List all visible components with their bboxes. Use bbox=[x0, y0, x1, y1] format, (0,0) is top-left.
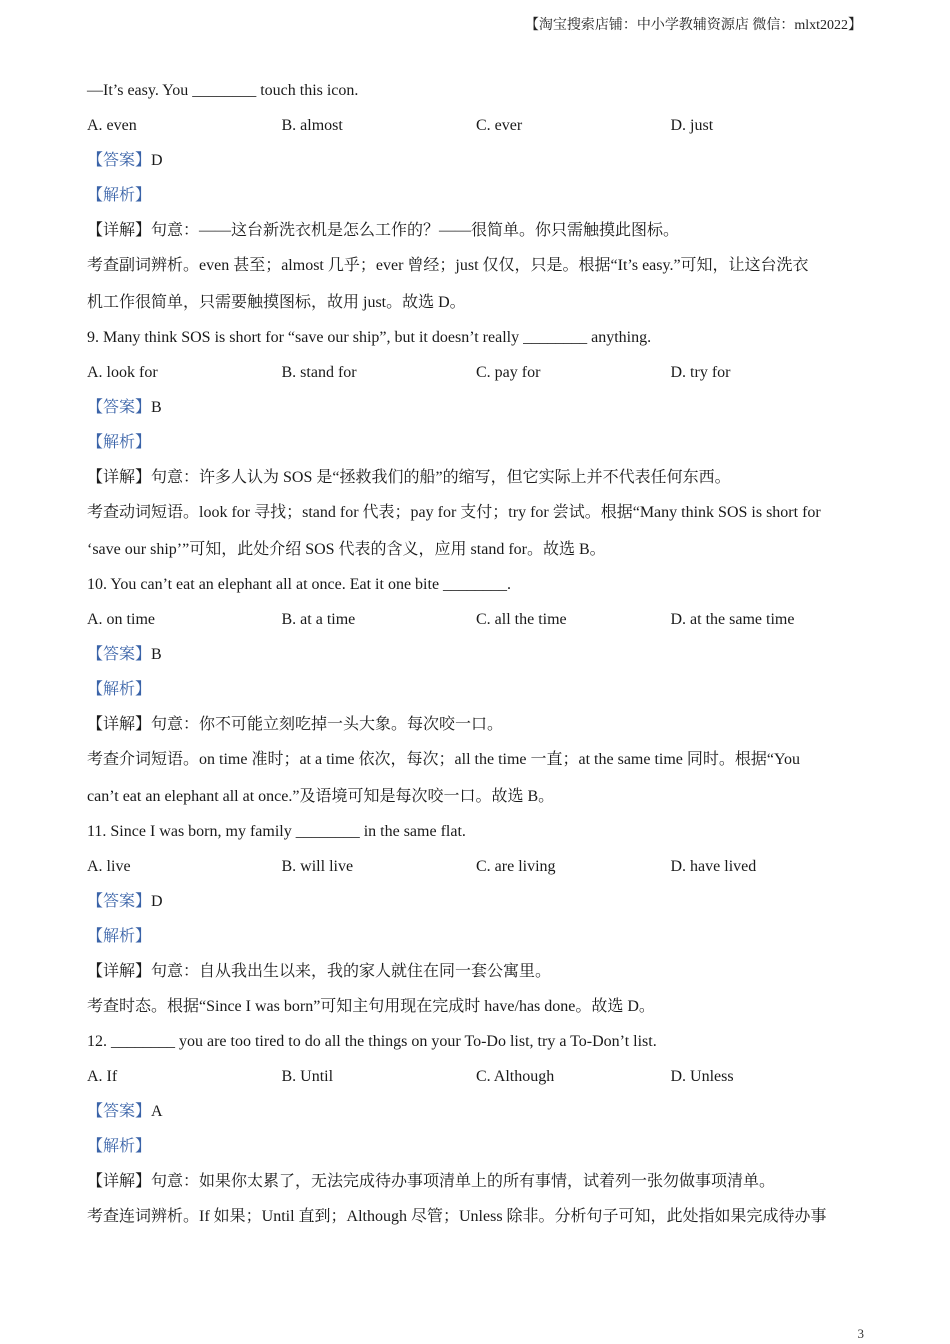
option-d: D. just bbox=[670, 117, 714, 134]
analysis-tag: 【解析】 bbox=[87, 1138, 152, 1155]
detail-text: 句意：自从我出生以来，我的家人就住在同一套公寓里。 bbox=[151, 963, 552, 980]
option-a: A. on time bbox=[87, 611, 155, 628]
answer-tag: 【答案】 bbox=[87, 893, 152, 910]
question-11-explanation-1: 考查时态。根据“Since I was born”可知主句用现在完成时 have/has done。故选 D。 bbox=[87, 998, 655, 1015]
analysis-tag: 【解析】 bbox=[87, 187, 152, 204]
detail-text: 句意：许多人认为 SOS 是“拯救我们的船”的缩写，但它实际上并不代表任何东西。 bbox=[151, 469, 731, 486]
answer-value: B bbox=[151, 646, 162, 663]
question-12-options bbox=[87, 1064, 867, 1099]
option-b: B. almost bbox=[281, 117, 343, 134]
answer-value: A bbox=[151, 1103, 163, 1120]
option-a: A. live bbox=[87, 858, 131, 875]
option-d: D. try for bbox=[670, 364, 731, 381]
page-content bbox=[87, 78, 867, 1239]
question-9-answer bbox=[87, 395, 867, 430]
answer-tag: 【答案】 bbox=[87, 646, 152, 663]
question-11-answer bbox=[87, 889, 867, 924]
analysis-tag: 【解析】 bbox=[87, 681, 152, 698]
option-b: B. will live bbox=[281, 858, 354, 875]
answer-tag: 【答案】 bbox=[87, 152, 152, 169]
analysis-tag: 【解析】 bbox=[87, 434, 152, 451]
question-10-stem: 10. You can’t eat an elephant all at once. Eat it one bite ________. bbox=[87, 576, 512, 593]
option-c: C. pay for bbox=[476, 364, 541, 381]
option-b: B. at a time bbox=[281, 611, 356, 628]
question-12-answer bbox=[87, 1099, 867, 1134]
option-b: B. Until bbox=[281, 1068, 334, 1085]
question-9-explanation-1: 考查动词短语。look for 寻找；stand for 代表；pay for 支付；try for 尝试。根据“Many think SOS is short for bbox=[87, 504, 821, 521]
page-header: 【淘宝搜索店铺：中小学教辅资源店 微信：mlxt2022】 bbox=[524, 18, 862, 33]
question-12-analysis bbox=[87, 1134, 867, 1169]
question-8-stem: —It’s easy. You ________ touch this icon. bbox=[87, 82, 359, 99]
question-8-explanation-2: 机工作很简单，只需要触摸图标，故用 just。故选 D。 bbox=[87, 294, 466, 311]
question-10-options bbox=[87, 607, 867, 642]
question-12-stem: 12. ________ you are too tired to do all the things on your To-Do list, try a To-Don’t list. bbox=[87, 1033, 657, 1050]
question-12-explanation-1: 考查连词辨析。If 如果；Until 直到；Although 尽管；Unless 除非。分析句子可知，此处指如果完成待办事 bbox=[87, 1208, 827, 1225]
detail-text: 句意：你不可能立刻吃掉一头大象。每次咬一口。 bbox=[151, 716, 504, 733]
question-10-analysis bbox=[87, 677, 867, 712]
option-d: D. at the same time bbox=[670, 611, 795, 628]
question-10-detail bbox=[87, 712, 867, 747]
question-11-options bbox=[87, 854, 867, 889]
question-11-stem: 11. Since I was born, my family ________ in the same flat. bbox=[87, 823, 466, 840]
detail-tag: 【详解】 bbox=[87, 1173, 152, 1190]
option-d: D. have lived bbox=[670, 858, 757, 875]
detail-text: 句意：——这台新洗衣机是怎么工作的？——很简单。你只需触摸此图标。 bbox=[151, 222, 680, 239]
question-12-detail bbox=[87, 1169, 867, 1204]
question-10-answer bbox=[87, 642, 867, 677]
question-10-explanation-2: can’t eat an elephant all at once.”及语境可知是每次咬一口。故选 B。 bbox=[87, 788, 555, 805]
option-a: A. look for bbox=[87, 364, 158, 381]
option-a: A. If bbox=[87, 1068, 118, 1085]
page-number: 3 bbox=[857, 1326, 864, 1341]
question-9-explanation-2: ‘save our ship’”可知，此处介绍 SOS 代表的含义，应用 stand for。故选 B。 bbox=[87, 541, 606, 558]
analysis-tag: 【解析】 bbox=[87, 928, 152, 945]
option-c: C. Although bbox=[476, 1068, 555, 1085]
question-8-explanation-1: 考查副词辨析。even 甚至；almost 几乎；ever 曾经；just 仅仅，只是。根据“It’s easy.”可知，让这台洗衣 bbox=[87, 257, 809, 274]
option-c: C. all the time bbox=[476, 611, 567, 628]
option-b: B. stand for bbox=[281, 364, 357, 381]
question-9-analysis bbox=[87, 430, 867, 465]
question-8-options bbox=[87, 113, 867, 148]
question-9-detail bbox=[87, 465, 867, 500]
question-10-explanation-1: 考查介词短语。on time 准时；at a time 依次，每次；all the time 一直；at the same time 同时。根据“You bbox=[87, 751, 800, 768]
option-c: C. ever bbox=[476, 117, 523, 134]
detail-tag: 【详解】 bbox=[87, 222, 152, 239]
option-a: A. even bbox=[87, 117, 137, 134]
question-11-detail bbox=[87, 959, 867, 994]
detail-tag: 【详解】 bbox=[87, 716, 152, 733]
question-8-answer bbox=[87, 148, 867, 183]
option-c: C. are living bbox=[476, 858, 556, 875]
question-11-analysis bbox=[87, 924, 867, 959]
question-9-options bbox=[87, 360, 867, 395]
question-8-analysis bbox=[87, 183, 867, 218]
detail-tag: 【详解】 bbox=[87, 963, 152, 980]
option-d: D. Unless bbox=[670, 1068, 734, 1085]
question-8-detail bbox=[87, 218, 867, 253]
answer-value: D bbox=[151, 152, 163, 169]
answer-value: D bbox=[151, 893, 163, 910]
detail-tag: 【详解】 bbox=[87, 469, 152, 486]
answer-value: B bbox=[151, 399, 162, 416]
answer-tag: 【答案】 bbox=[87, 1103, 152, 1120]
detail-text: 句意：如果你太累了，无法完成待办事项清单上的所有事情，试着列一张勿做事项清单。 bbox=[151, 1173, 776, 1190]
answer-tag: 【答案】 bbox=[87, 399, 152, 416]
question-9-stem: 9. Many think SOS is short for “save our ship”, but it doesn’t really ________ anything. bbox=[87, 329, 652, 346]
